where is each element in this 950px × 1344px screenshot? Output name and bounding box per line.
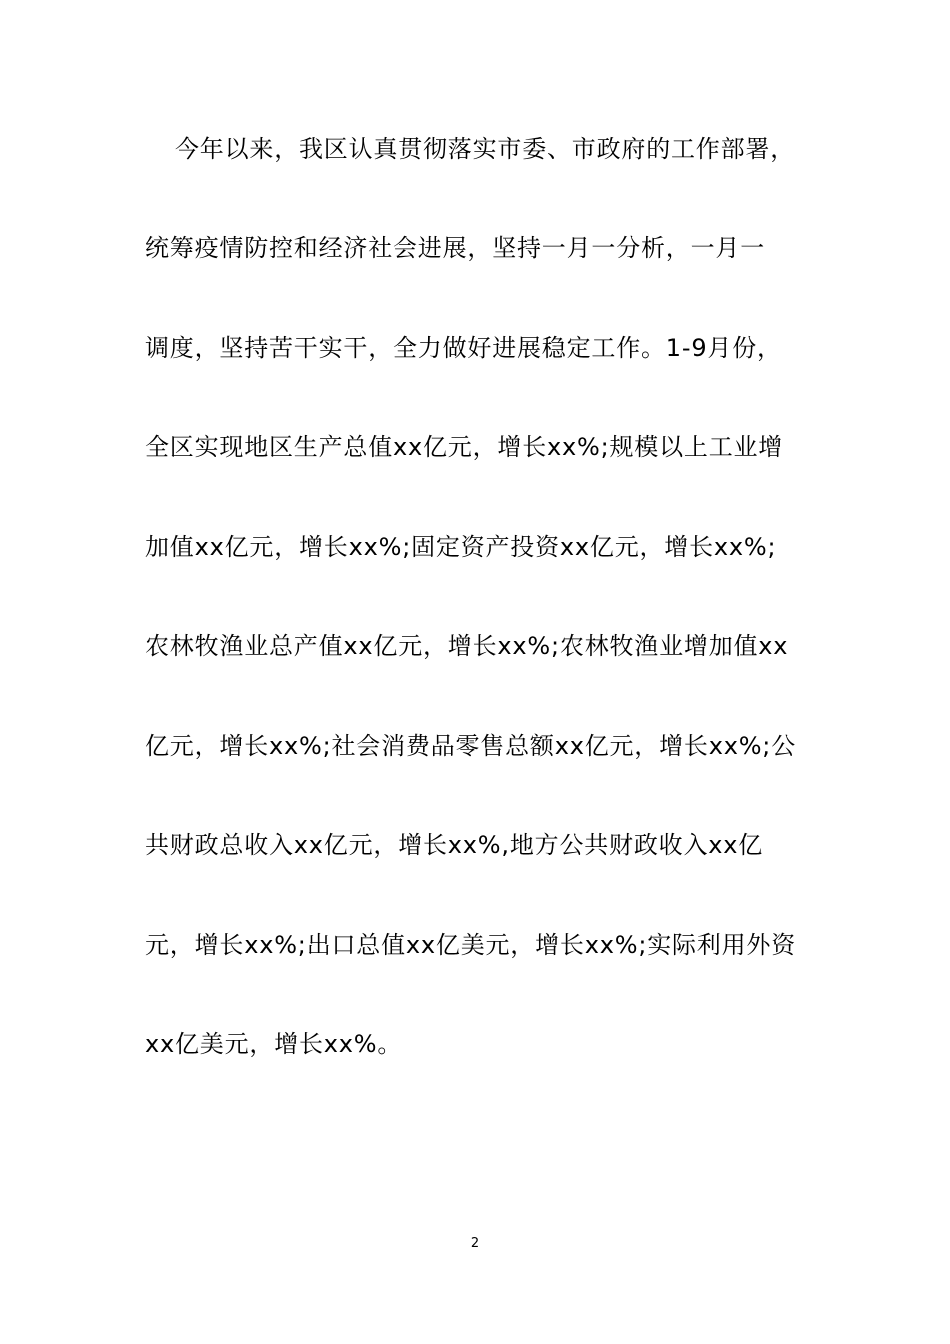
paragraph-line-9: 元，增长xx%;出口总值xx亿美元，增长xx%;实际利用外资: [145, 931, 796, 959]
paragraph-line-8: 共财政总收入xx亿元，增长xx%,地方公共财政收入xx亿: [145, 831, 764, 859]
paragraph-line-3: 调度，坚持苦干实干，全力做好进展稳定工作。1-9月份，: [145, 334, 782, 362]
page-number: 2: [470, 1236, 480, 1251]
paragraph-line-2: 统筹疫情防控和经济社会进展，坚持一月一分析，一月一: [145, 234, 765, 262]
paragraph-line-1: 今年以来，我区认真贯彻落实市委、市政府的工作部署，: [175, 135, 795, 163]
paragraph-line-7: 亿元，增长xx%;社会消费品零售总额xx亿元，增长xx%;公: [145, 732, 796, 760]
paragraph-line-10: xx亿美元，增长xx%。: [145, 1030, 403, 1058]
paragraph-line-5: 加值xx亿元，增长xx%;固定资产投资xx亿元，增长xx%;: [145, 533, 777, 561]
paragraph-line-4: 全区实现地区生产总值xx亿元，增长xx%;规模以上工业增: [145, 433, 784, 461]
paragraph-line-6: 农林牧渔业总产值xx亿元，增长xx%;农林牧渔业增加值xx: [145, 632, 789, 660]
